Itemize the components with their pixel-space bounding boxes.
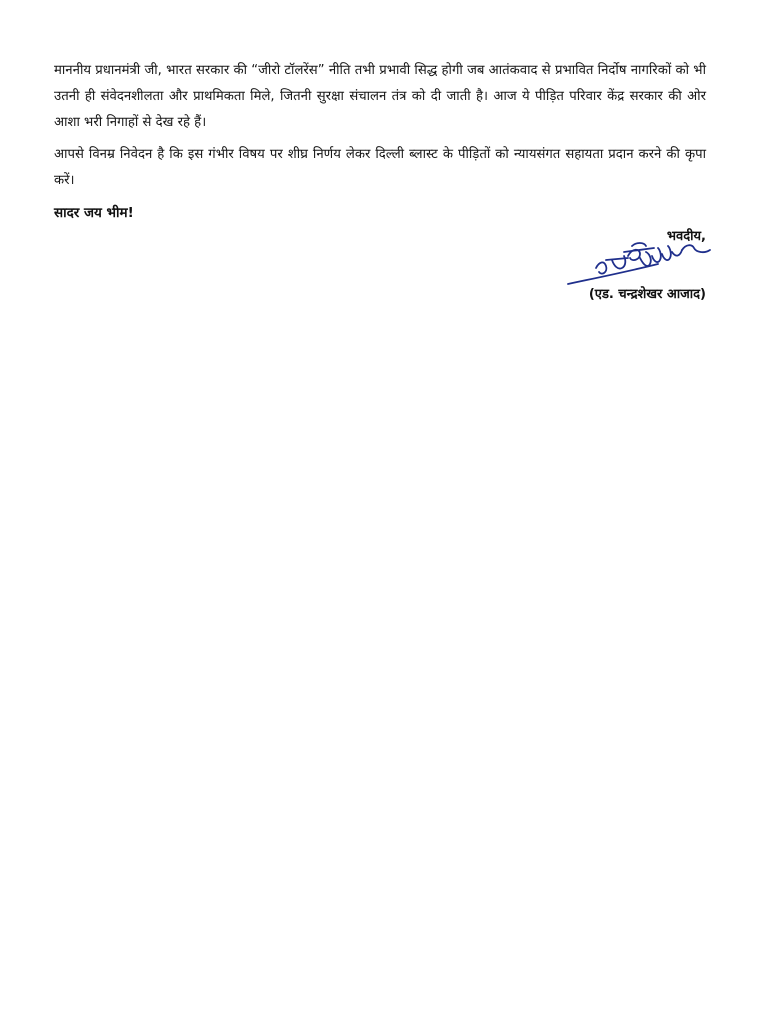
- sign-off: भवदीय,: [666, 229, 706, 244]
- signer-name: (एड. चन्द्रशेखर आजाद): [588, 287, 706, 302]
- signature-block: [552, 226, 712, 310]
- closing-salutation: सादर जय भीम!: [54, 205, 134, 221]
- paragraph-request: आपसे विनम्र निवेदन है कि इस गंभीर विषय पर शीघ्र निर्णय लेकर दिल्ली ब्लास्ट के पीड़ितों को न्यायसंगत सहायता प्रदान करने की कृपा करें।: [54, 147, 706, 188]
- letter-body: [54, 58, 706, 224]
- paragraph-zero-tolerance: माननीय प्रधानमंत्री जी, भारत सरकार की “जीरो टॉलरेंस” नीति तभी प्रभावी सिद्ध होगी जब आतंकवाद से प्रभावित निर्दोष नागरिकों को भी उतनी ही संवेदनशीलता और प्राथमिकता मिले, जितनी सुरक्षा संचालन तंत्र को दी जाती है। आज ये पीड़ित परिवार केंद्र सरकार की ओर आशा भरी निगाहों से देख रहे हैं।: [54, 63, 706, 130]
- signature-icon: [566, 238, 712, 288]
